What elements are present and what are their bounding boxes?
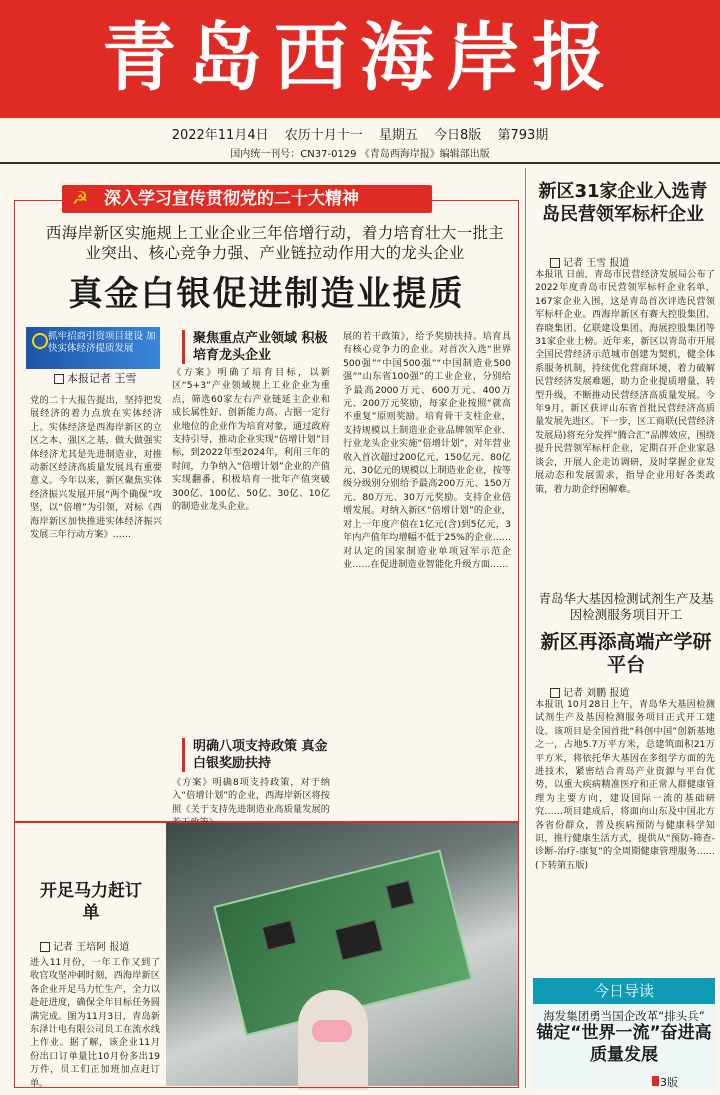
lunar-date: 农历十月十一	[284, 128, 363, 143]
lead-reporter-text: 本报记者 王雪	[67, 372, 137, 385]
page-count: 今日8版	[434, 128, 482, 143]
today-guide-label: 今日导读	[593, 982, 654, 1000]
right-story-1-reporter-text: 记者 王雪 报道	[563, 258, 630, 269]
photo-story-reporter-text: 记者 王培阿 报道	[53, 942, 130, 953]
lead-column-2: 《方案》明确了培育目标，以新区“5+3”产业领域规上工业企业为重点，筛选60家左右产业链延主企业和成长属性好、创新能力高、占据一定行业地位的企业作为培育对象，通过政府支持引导，推动企业实现“倍增计划”目标，到2022年至2024年，利用三年的时间，力争纳入“倍增计划”企业的产值实现翻番，积极培育一批年产值突破300亿、100亿、50亿、30亿、10亿的制造业龙头企业。	[172, 367, 330, 513]
photo-story-title: 开足马力赶订单	[40, 881, 142, 923]
lead-headline: 真金白银促进制造业提质	[68, 274, 465, 314]
today-guide-subtitle: 海发集团勇当国企改革“排头兵”	[543, 1009, 705, 1023]
right-story-1-reporter	[550, 254, 629, 269]
date: 2022年11月4日	[171, 128, 269, 143]
right-story-1-body: 本报讯 日前，青岛市民营经济发展局公布了2022年度青岛市民营领军标杆企业名单，167家企业入围，这是青岛首次评选民营领军标杆企业。西海岸新区有赛大控股集团、春晓集团、亿联建设集团、海展控股集团等31家企业上榜。近年来，新区以青岛市开展全国民营经济示范城市创建为契机，健全体系服务机制，持续优化营商环境，着力破解民营经济发展难题，助力企业提质增量，转型升级，不断推动民营经济高质量发展。今年9月，新区获评山东省首批民营经济高质量发展先进区。下一步，区工商联(民营经济发展局)将充分发挥“腾合汇”品牌效应，围绕提升民营领军标杆企业，定期召开企业家恳谈会，开展人企走访调研，及时掌握企业发展动态和发展需求，指导企业用好各类政策，着力助企纾困解难。	[535, 269, 715, 495]
theme-banner-text: 深入学习宣传贯彻党的二十大精神	[104, 189, 359, 209]
byline-icon	[550, 258, 560, 268]
byline-icon	[550, 688, 560, 698]
lead-reporter	[54, 370, 137, 386]
lead-subhead: 西海岸新区实施规上工业企业三年倍增行动，着力培育壮大一批主业突出、核心竞争力强、产业链拉动作用大的龙头企业	[45, 224, 505, 262]
header-rule	[0, 162, 720, 164]
issn-line: 国内统一刊号：CN37-0129 《青岛西海岸报》编辑部出版	[230, 149, 490, 160]
newspaper-title: 青岛西海岸报	[102, 15, 618, 101]
issue-number: 第793期	[497, 128, 549, 143]
page-marker-icon	[652, 1076, 659, 1086]
today-guide-title[interactable]: 锚定“世界一流”奋进高质量发展	[536, 1023, 712, 1065]
party-emblem-icon: ☭	[72, 188, 89, 209]
lead-column-1: 党的二十大报告提出，坚持把发展经济的着力点放在实体经济上。实体经济是西海岸新区的立区之本、强区之基，做大做强实体经济尤其是先进制造业，对推动新区经济高质量发展具有重要意义。今年以来，新区聚焦实体经济振兴发展开展“两个确保”攻坚，以“倍增”为引领，对标《西海岸新区加快推进实体经济振兴发展三年行动方案》……	[30, 395, 162, 541]
lead-column-3: 展的若干政策》，给予奖励扶持。培育具有核心竞争力的企业。对首次入选“世界500强”“中国500强”“中国制造业500强”“山东省100强”的工业企业，分别给予最高2000万元、600万元、400万元、200万元奖励，每家企业按照“就高不重复”原则奖励。培育骨干支柱企业，支持规模以上制造业企业品牌领军企业、行业龙头企业实施“倍增计划”，对年营业收入首次超过200亿元、150亿元、80亿元、30亿元的规模以上制造业企业，按等级分级别分别给予最高200万元、150万元、80万元、30万元奖励。支持企业倍增发展。对纳入新区“倍增计划”的企业，对上一年度产值在1亿元(含)到5亿元，3年内产值年均增幅不低于25%的企业……对认定的国家制造业单项冠军示范企业……在促进制造业智能化升级方面……	[343, 331, 511, 570]
photo-story-reporter	[40, 938, 129, 953]
right-story-2-reporter-text: 记者 刘鹏 报道	[563, 688, 630, 699]
theme-banner	[62, 185, 432, 213]
photo-story-body: 进入11月份，一年工作又到了收官攻坚冲刺时刻，西海岸新区各企业开足马力忙生产，全力以赴赶进度，确保全年目标任务圆满完成。图为11月3日，青岛新东泽计电有限公司员工在流水线上作业。据了解，该企业11月份出口订单量比10月份多出19万件，员工们正加班加点赶订单。	[30, 957, 160, 1089]
campaign-badge-text: 抓牢招商引资项目建设 加快实体经济提质发展	[48, 331, 156, 354]
lead-section-heading-2: 明确八项支持政策 真金白银奖励扶持	[182, 738, 333, 772]
byline-icon	[40, 942, 50, 952]
right-story-2-subtitle: 青岛华大基因检测试剂生产及基因检测服务项目开工	[538, 591, 714, 622]
dateline	[0, 124, 720, 143]
weekday: 星期五	[378, 128, 418, 143]
column-rule	[525, 168, 526, 1088]
right-story-1-title: 新区31家企业入选青岛民营领军标杆企业	[538, 181, 708, 225]
right-story-2-body: 本报讯 10月28日上午，青岛华大基因检测试剂生产及基因检测服务项目正式开工建设。该项目是全国首批“科创中国”创新基地之一，占地5.7万平方米，总建筑面积21万平方米，将依托华大基因在多组学方面的先进技术，紧密结合青岛产业资源与平台优势，以重大疾病精准医疗和正常人群健康管理为主要方向，建设国际一流的基础研究……项目建成后，将面向山东及中国北方各省份群众，普及疾病预防与健康科学知识，推行健康生活方式，提供从“预防-筛查-诊断-治疗-康复”的全周期健康管理服务……(下转第五版)	[535, 699, 715, 871]
right-story-2-reporter	[550, 684, 629, 699]
byline-icon	[54, 374, 64, 384]
lead-section-heading-1: 聚焦重点产业领域 积极培育龙头企业	[182, 330, 333, 364]
today-guide-page[interactable]: 3版	[660, 1076, 678, 1089]
right-story-2-title: 新区再添高端产学研平台	[540, 631, 712, 676]
target-icon	[32, 333, 48, 349]
lead-column-2-continued: 《方案》明确8项支持政策，对于纳入“倍增计划”的企业，西海岸新区将按照《关于支持先进制造业高质量发展的	[172, 777, 330, 815]
